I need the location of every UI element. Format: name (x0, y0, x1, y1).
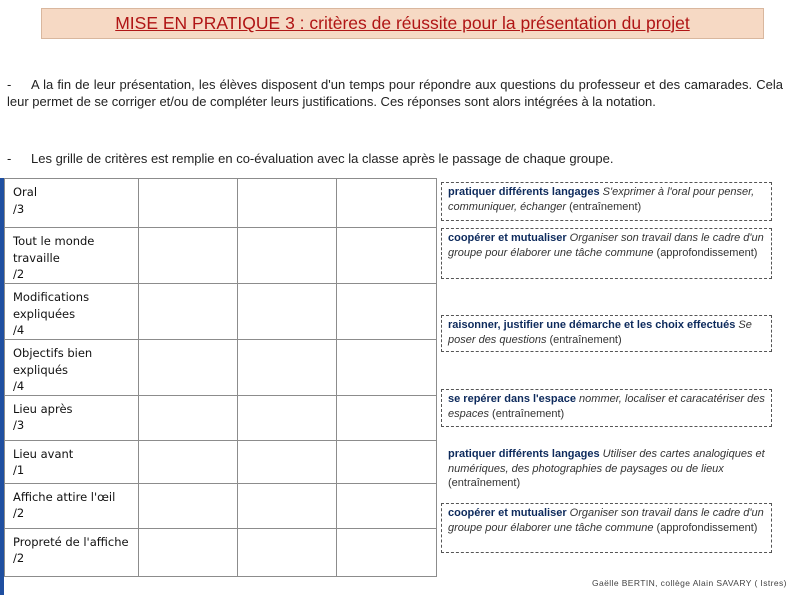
instruction-paragraph-2 (7, 150, 783, 167)
score-cell[interactable] (238, 340, 337, 396)
score-cell[interactable] (337, 340, 437, 396)
criteria-row (5, 440, 437, 483)
skill-level: (entraînement) (566, 200, 642, 213)
bullet-dash: - (7, 77, 12, 92)
criterion-label: Oral /3 (13, 185, 38, 216)
criterion-cell (5, 179, 139, 228)
skill-level: (entraînement) (546, 333, 622, 346)
score-cell[interactable] (337, 528, 437, 576)
criterion-label: Tout le monde travaille /2 (13, 234, 95, 281)
criterion-cell (5, 528, 139, 576)
score-cell[interactable] (337, 440, 437, 483)
skill-level: (entraînement) (448, 477, 521, 489)
criteria-row (5, 284, 437, 340)
score-cell[interactable] (139, 440, 238, 483)
score-cell[interactable] (337, 284, 437, 340)
skill-box-5 (441, 444, 772, 492)
skill-level: (approfondissement) (653, 246, 758, 259)
skill-title: raisonner, justifier une démarche et les choix effectués (448, 319, 736, 331)
paragraph-text: Les grille de critères est remplie en co-évaluation avec la classe après le passage de chaque groupe. (31, 151, 614, 166)
criterion-label: Lieu après /3 (13, 401, 73, 432)
score-cell[interactable] (238, 284, 337, 340)
score-cell[interactable] (238, 395, 337, 440)
skill-title: se repérer dans l'espace (448, 393, 576, 405)
skill-title: pratiquer différents langages (448, 186, 600, 198)
criterion-cell (5, 284, 139, 340)
skill-title: pratiquer différents langages (448, 448, 600, 460)
score-cell[interactable] (337, 395, 437, 440)
skill-detail: nommer, localiser et caracatériser des espaces (448, 393, 765, 420)
criteria-row (5, 340, 437, 396)
score-cell[interactable] (238, 528, 337, 576)
paragraph-text: A la fin de leur présentation, les élèves disposent d'un temps pour répondre aux questions du professeur et des camarades. Cela leur permet de se corriger et/ou de compléter leurs justifications. Ces réponses sont alors intégrées à la notation. (7, 77, 783, 109)
score-cell[interactable] (139, 284, 238, 340)
skill-box-2 (441, 228, 772, 279)
criterion-cell (5, 340, 139, 396)
criterion-cell (5, 395, 139, 440)
score-cell[interactable] (238, 440, 337, 483)
criterion-label: Objectifs bien expliqués /4 (13, 346, 93, 393)
instruction-paragraph-1 (7, 76, 783, 110)
criterion-label: Affiche attire l'œil /2 (13, 489, 116, 520)
skill-title: coopérer et mutualiser (448, 507, 567, 519)
score-cell[interactable] (337, 179, 437, 228)
score-cell[interactable] (139, 179, 238, 228)
skill-box-4 (441, 389, 772, 427)
skill-detail: Organiser son travail dans le cadre d'un groupe pour élaborer une tâche commune (448, 507, 764, 534)
skill-box-3 (441, 315, 772, 352)
score-cell[interactable] (139, 228, 238, 284)
score-cell[interactable] (139, 395, 238, 440)
score-cell[interactable] (139, 483, 238, 528)
skill-detail: Organiser son travail dans le cadre d'un groupe pour élaborer une tâche commune (448, 232, 764, 259)
score-cell[interactable] (238, 483, 337, 528)
score-cell[interactable] (337, 228, 437, 284)
score-cell[interactable] (238, 228, 337, 284)
skill-level: (approfondissement) (653, 521, 758, 534)
criteria-grid (4, 178, 437, 577)
bullet-dash: - (7, 151, 12, 166)
skill-detail: S'exprimer à l'oral pour penser, communiquer, échanger (448, 186, 755, 213)
page-title: MISE EN PRATIQUE 3 : critères de réussite pour la présentation du projet (115, 13, 690, 33)
author-credit: Gaëlle BERTIN, collège Alain SAVARY ( Istres) (592, 578, 787, 588)
criteria-row (5, 179, 437, 228)
score-cell[interactable] (337, 483, 437, 528)
skill-level: (entraînement) (488, 407, 565, 420)
title-banner (41, 8, 764, 39)
criterion-label: Lieu avant /1 (13, 446, 74, 477)
skill-detail: Se poser des questions (448, 319, 752, 346)
criterion-cell (5, 440, 139, 483)
criteria-row (5, 483, 437, 528)
score-cell[interactable] (139, 528, 238, 576)
criteria-row (5, 528, 437, 576)
criterion-cell (5, 228, 139, 284)
criterion-label: Propreté de l'affiche /2 (13, 534, 129, 565)
criterion-label: Modifications expliquées /4 (13, 290, 90, 337)
criterion-cell (5, 483, 139, 528)
score-cell[interactable] (139, 340, 238, 396)
skill-box-1 (441, 182, 772, 221)
criteria-row (5, 228, 437, 284)
criteria-row (5, 395, 437, 440)
skill-title: coopérer et mutualiser (448, 232, 567, 244)
skill-detail: Utiliser des cartes analogiques et numériques, des photographies de paysages ou de lieux (448, 448, 765, 475)
skill-box-6 (441, 503, 772, 553)
score-cell[interactable] (238, 179, 337, 228)
